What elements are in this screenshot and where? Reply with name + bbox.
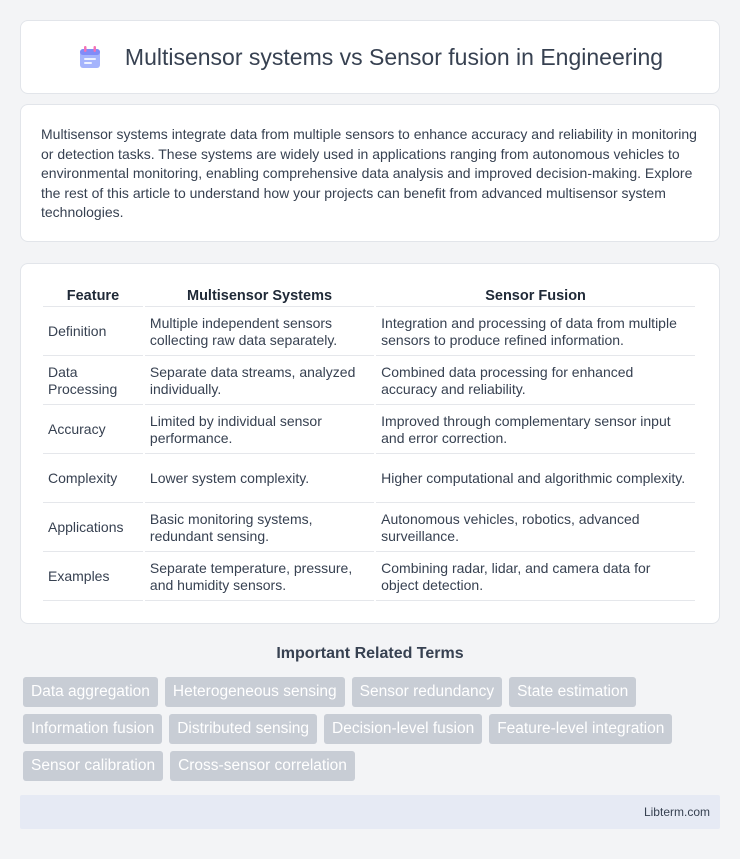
related-term-tag[interactable]: Feature-level integration (489, 714, 672, 744)
related-term-tag[interactable]: Information fusion (23, 714, 162, 744)
sensor-fusion-cell: Autonomous vehicles, robotics, advanced surveillance. (376, 505, 695, 552)
related-terms-title: Important Related Terms (276, 645, 464, 662)
table-header-row (43, 286, 695, 307)
feature-cell: Examples (43, 554, 143, 601)
sensor-fusion-cell: Integration and processing of data from multiple sensors to produce refined information. (376, 309, 695, 356)
title-card (20, 20, 720, 94)
table-row (43, 358, 695, 405)
header-multisensor: Multisensor Systems (145, 286, 374, 307)
related-terms-list (23, 677, 723, 781)
multisensor-cell: Separate temperature, pressure, and humidity sensors. (145, 554, 374, 601)
feature-cell: Complexity (43, 456, 143, 503)
intro-card (20, 104, 720, 242)
multisensor-cell: Lower system complexity. (145, 456, 374, 503)
related-term-tag[interactable]: Data aggregation (23, 677, 158, 707)
table-row (43, 456, 695, 503)
related-term-tag[interactable]: Cross-sensor correlation (170, 751, 355, 781)
feature-cell: Data Processing (43, 358, 143, 405)
footer (20, 795, 720, 829)
page-title: Multisensor systems vs Sensor fusion in Engineering (124, 43, 664, 70)
sensor-fusion-cell: Improved through complementary sensor input and error correction. (376, 407, 695, 454)
related-term-tag[interactable]: Sensor redundancy (352, 677, 502, 707)
multisensor-cell: Basic monitoring systems, redundant sensing. (145, 505, 374, 552)
footer-site-link[interactable]: Libterm.com (643, 805, 710, 819)
feature-cell: Accuracy (43, 407, 143, 454)
table-row (43, 407, 695, 454)
sensor-fusion-cell: Higher computational and algorithmic complexity. (376, 456, 695, 503)
sensor-fusion-cell: Combining radar, lidar, and camera data for object detection. (376, 554, 695, 601)
related-term-tag[interactable]: State estimation (509, 677, 636, 707)
header-sensor-fusion: Sensor Fusion (376, 286, 695, 307)
comparison-card (20, 263, 720, 624)
comparison-table (41, 284, 697, 603)
table-row (43, 554, 695, 601)
header-feature: Feature (43, 286, 143, 307)
feature-cell: Applications (43, 505, 143, 552)
multisensor-cell: Limited by individual sensor performance. (145, 407, 374, 454)
multisensor-cell: Separate data streams, analyzed individually. (145, 358, 374, 405)
related-term-tag[interactable]: Decision-level fusion (324, 714, 482, 744)
related-term-tag[interactable]: Sensor calibration (23, 751, 163, 781)
related-term-tag[interactable]: Distributed sensing (169, 714, 317, 744)
sensor-fusion-cell: Combined data processing for enhanced accuracy and reliability. (376, 358, 695, 405)
intro-paragraph: Multisensor systems integrate data from multiple sensors to enhance accuracy and reliability in monitoring or detection tasks. These systems are widely used in applications ranging from autonomous vehicles to environmental monitoring, enabling comprehensive data analysis and improved decision-making. Explore the rest of this article to understand how your projects can benefit from advanced multisensor system technologies. (41, 126, 697, 221)
table-row (43, 309, 695, 356)
feature-cell: Definition (43, 309, 143, 356)
related-term-tag[interactable]: Heterogeneous sensing (165, 677, 345, 707)
multisensor-cell: Multiple independent sensors collecting raw data separately. (145, 309, 374, 356)
table-row (43, 505, 695, 552)
document-icon (77, 44, 103, 70)
